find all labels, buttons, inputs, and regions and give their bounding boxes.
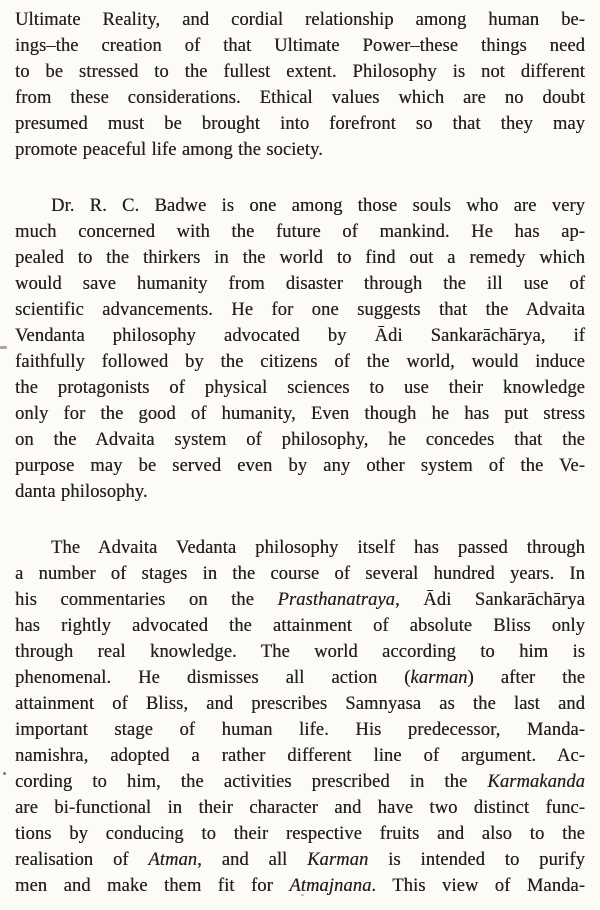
text-line: purpose may be served even by any other system of the Ve- [15, 456, 585, 476]
text-line: faithfully followed by the citizens of the world, would induce [15, 352, 585, 372]
text-line: are bi-functional in their character and have two distinct func- [15, 798, 585, 818]
text-run: is intended to purify [368, 850, 585, 870]
text-line: The Advaita Vedanta philosophy itself has passed through [51, 538, 585, 558]
text-run: phenomenal. He dismisses all action ( [15, 668, 411, 688]
text-run-italic: Karmakanda [487, 772, 585, 792]
text-run: ) after the [467, 668, 585, 688]
text-line: attainment of Bliss, and prescribes Samnyasa as the last and [15, 694, 585, 714]
text-run-italic: Atmajnana [289, 876, 372, 896]
text-run-italic: Atman [148, 850, 198, 870]
text-run: realisation of [15, 850, 149, 870]
scan-speck [0, 346, 7, 349]
text-run-italic: karman [410, 668, 468, 688]
text-line: from these considerations. Ethical values which are no doubt [15, 88, 585, 108]
text-line: much concerned with the future of mankind. He has ap- [15, 222, 585, 242]
text-run-italic: Prasthanatraya [277, 590, 396, 610]
paragraph [15, 193, 585, 505]
text-line: on the Advaita system of philosophy, he concedes that the [15, 430, 585, 450]
text-line: scientific advancements. He for one suggests that the Advaita [15, 300, 585, 320]
text-line: Dr. R. C. Badwe is one among those souls who are very [51, 196, 585, 216]
text-line: presumed must be brought into forefront so that they may [15, 114, 585, 134]
text-line: danta philosophy. [15, 482, 148, 502]
text-line: promote peaceful life among the society. [15, 140, 323, 160]
text-line: has rightly advocated the attainment of absolute Bliss only [15, 616, 585, 636]
scan-speck [301, 894, 304, 896]
text-line: only for the good of humanity, Even though he has put stress [15, 404, 585, 424]
scan-speck [3, 772, 6, 775]
text-line [15, 665, 585, 691]
text-run: , Ādi Sankarāchārya [395, 590, 585, 610]
text-line: tions by conducing to their respective fruits and also to the [15, 824, 585, 844]
text-line: Vendanta philosophy advocated by Ādi Sankarāchārya, if [15, 326, 585, 346]
text-line [15, 873, 585, 899]
text-line: namishra, adopted a rather different line of argument. Ac- [15, 746, 585, 766]
text-run: men and make them fit for [15, 876, 290, 896]
text-run: his commentaries on the [15, 590, 278, 610]
text-run: , and all [197, 850, 308, 870]
text-line: the protagonists of physical sciences to use their knowledge [15, 378, 585, 398]
text-line: important stage of human life. His predecessor, Manda- [15, 720, 585, 740]
text-line: through real knowledge. The world according to him is [15, 642, 585, 662]
paragraph [15, 7, 585, 163]
text-run-italic: Karman [307, 850, 369, 870]
text-line [15, 587, 585, 613]
text-line: ings–the creation of that Ultimate Power–these things need [15, 36, 585, 56]
text-line [15, 769, 585, 795]
text-run: cording to him, the activities prescribed in the [15, 772, 488, 792]
text-line: pealed to the thirkers in the world to find out a remedy which [15, 248, 585, 268]
text-line: a number of stages in the course of several hundred years. In [15, 564, 585, 584]
text-line: Ultimate Reality, and cordial relationship among human be- [15, 10, 585, 30]
text-line: would save humanity from disaster through the ill use of [15, 274, 585, 294]
text-line [15, 847, 585, 873]
text-run: . This view of Manda- [371, 876, 586, 896]
paragraph [15, 535, 585, 899]
text-line: to be stressed to the fullest extent. Philosophy is not different [15, 62, 585, 82]
